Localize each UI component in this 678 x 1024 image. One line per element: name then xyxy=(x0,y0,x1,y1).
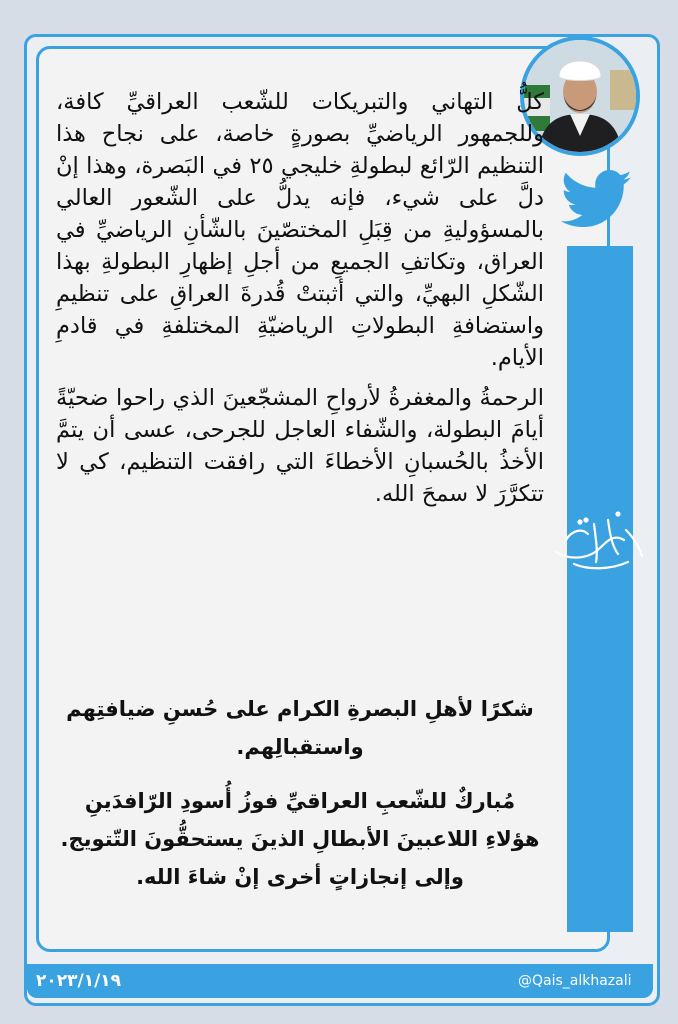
closing-congratulations: مُباركٌ للشّعبِ العراقيِّ فوزُ أُسودِ الرّافدَينِ هؤلاءِ اللاعبينَ الأبطالِ الذينَ يستحقُّونَ التّتويج. وإلى إنجازاتٍ أخرى إنْ شاءَ الله. xyxy=(60,789,540,889)
twitter-handle[interactable]: @Qais_alkhazali xyxy=(518,973,632,989)
post-body xyxy=(56,86,544,510)
post-paragraph-1: كلُّ التهاني والتبريكات للشّعب العراقيِّ كافة، وللجمهور الرياضيِّ بصورةٍ خاصة، على نجاح هذا التنظيم الرّائع لبطولةِ خليجي ٢٥ في البَصرة، وهذا إنْ دلَّ على شيء، فإنه يدلُّ على الشّعور العالي بالمسؤوليةِ من قِبَلِ المختصّينَ بالشّأنِ الرياضيِّ في العراق، وتكاتفِ الجميعِ من أجلِ إظهارِ البطولةِ بهذا الشّكلِ البهيِّ، والتي أثبتتْ قُدرةَ العراقِ على تنظيمِ واستضافةِ البطولاتِ الرياضيّةِ المختلفةِ في قادمِ الأيام. xyxy=(56,89,545,371)
post-paragraph-2: الرحمةُ والمغفرةُ لأرواحِ المشجّعينَ الذي راحوا ضحيّةً أيامَ البطولة، والشّفاء العاجل للجرحى، عسى أن يتمَّ الأخذُ بالحُسبانِ الأخطاءَ التي رافقت التنظيم، كي لا تتكرَّرَ لا سمحَ الله. xyxy=(56,385,544,507)
closing-thanks: شكرًا لأهلِ البصرةِ الكرام على حُسنِ ضيافتِهم واستقبالِهم. xyxy=(66,697,534,759)
post-date: ٢٠٢٣/١/١٩ xyxy=(36,971,122,991)
twitter-bird-icon xyxy=(560,170,634,230)
post-closing xyxy=(56,690,544,896)
side-accent-strip xyxy=(567,246,633,932)
signature-logo xyxy=(548,500,652,580)
